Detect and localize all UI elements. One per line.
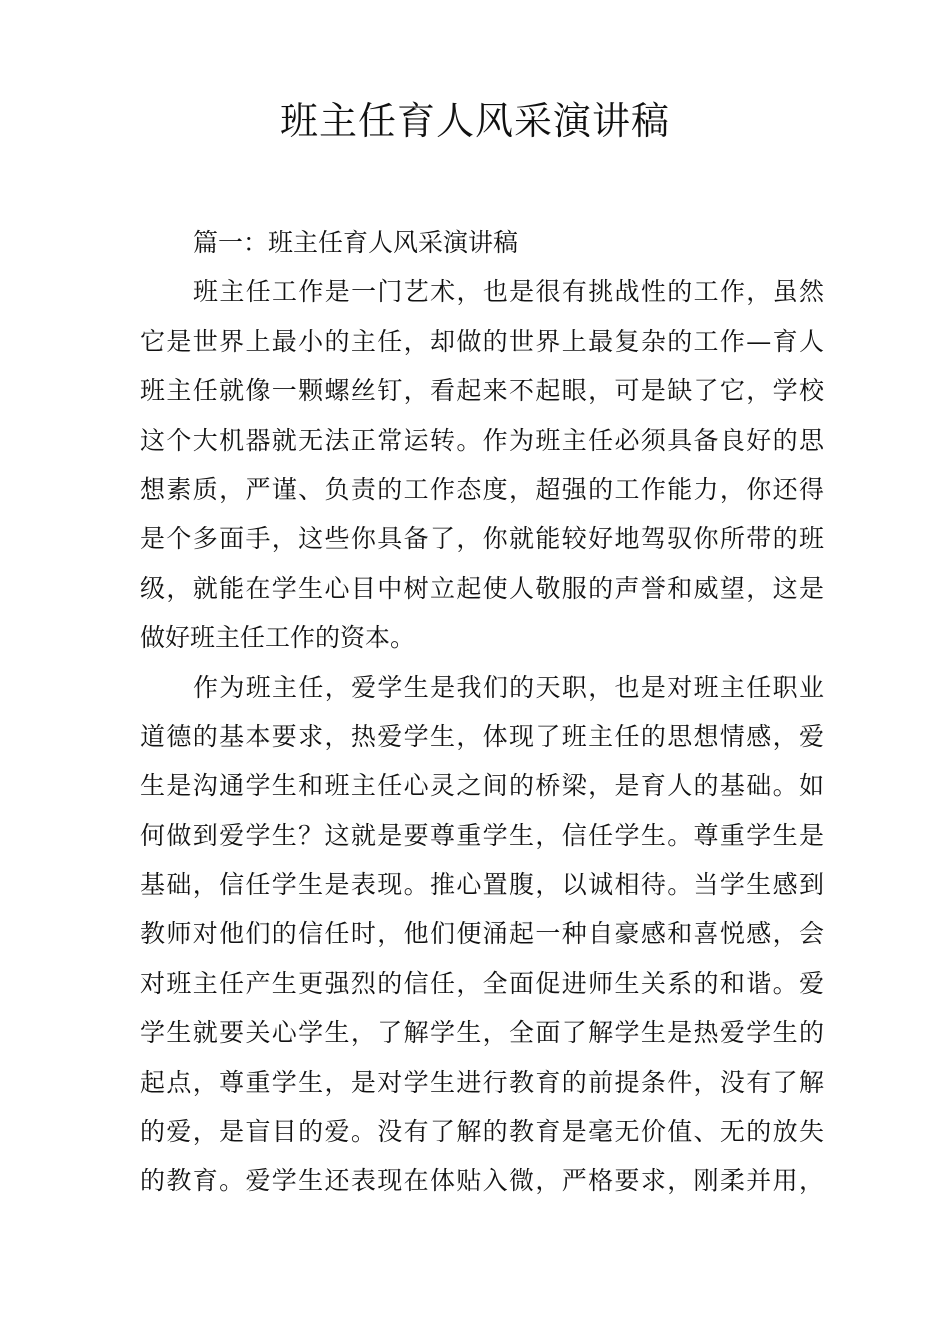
paragraph-line: 起点，尊重学生，是对学生进行教育的前提条件，没有了解: [140, 1067, 824, 1097]
paragraph-line: 何做到爱学生？这就是要尊重学生，信任学生。尊重学生是: [140, 820, 824, 850]
paragraph-line: 作为班主任，爱学生是我们的天职，也是对班主任职业: [193, 672, 824, 702]
paragraph-line: 想素质，严谨、负责的工作态度，超强的工作能力，你还得: [140, 474, 824, 504]
paragraph-line: 这个大机器就无法正常运转。作为班主任必须具备良好的思: [140, 425, 824, 455]
paragraph-line: 是个多面手，这些你具备了，你就能较好地驾驭你所带的班: [140, 524, 824, 554]
paragraph-line: 基础，信任学生是表现。推心置腹，以诚相待。当学生感到: [140, 870, 824, 900]
paragraph-line: 的爱，是盲目的爱。没有了解的教育是毫无价值、无的放失: [140, 1117, 824, 1147]
document-title: 班主任育人风采演讲稿: [279, 99, 670, 143]
paragraph-line: 班主任工作是一门艺术，也是很有挑战性的工作，虽然: [193, 277, 824, 307]
paragraph-line: 学生就要关心学生，了解学生，全面了解学生是热爱学生的: [140, 1018, 824, 1048]
document-body: [140, 218, 824, 1206]
paragraph-line: 级，就能在学生心目中树立起使人敬服的声誉和威望，这是: [140, 573, 824, 603]
paragraph-line: 道德的基本要求，热爱学生，体现了班主任的思想情感，爱: [140, 721, 824, 751]
section-heading: 篇一：班主任育人风采演讲稿: [193, 228, 519, 257]
paragraph-line: 做好班主任工作的资本。: [140, 623, 416, 653]
paragraph-line: 班主任就像一颗螺丝钉，看起来不起眼，可是缺了它，学校: [140, 376, 824, 406]
paragraph-line: 它是世界上最小的主任，却做的世界上最复杂的工作—育人: [140, 326, 824, 356]
paragraph-line: 对班主任产生更强烈的信任，全面促进师生关系的和谐。爱: [140, 968, 824, 998]
paragraph-line: 教师对他们的信任时，他们便涌起一种自豪感和喜悦感，会: [140, 919, 824, 949]
paragraph-line: 的教育。爱学生还表现在体贴入微，严格要求，刚柔并用，: [140, 1166, 824, 1196]
paragraph-line: 生是沟通学生和班主任心灵之间的桥梁，是育人的基础。如: [140, 771, 824, 801]
